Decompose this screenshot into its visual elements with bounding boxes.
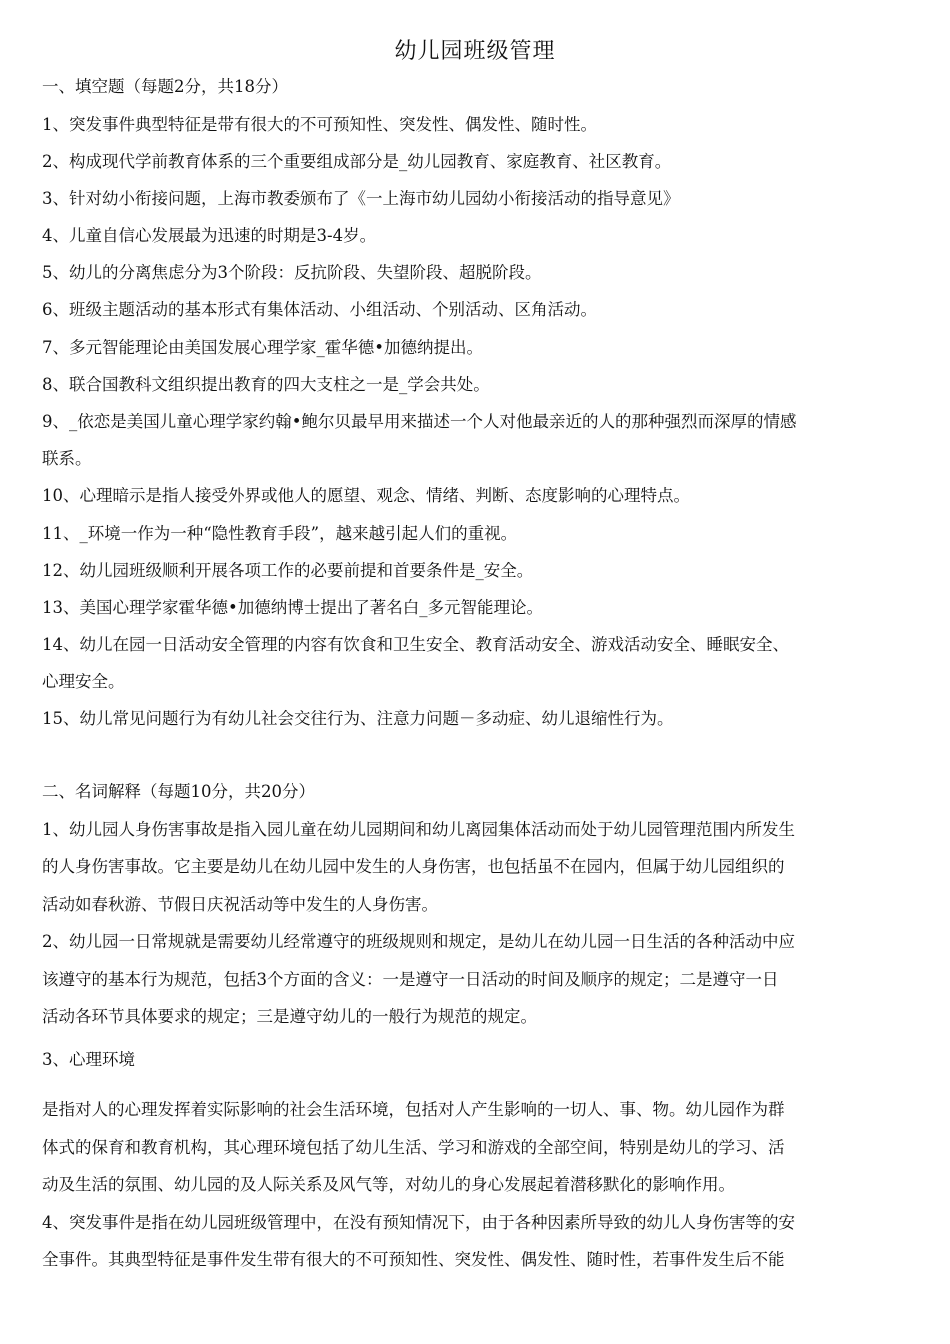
term-4-line-1: 4、突发事件是指在幼儿园班级管理中，在没有预知情况下，由于各种因素所导致的幼儿人身伤害等的安 bbox=[42, 1213, 795, 1232]
term-3-heading: 3、心理环境 bbox=[42, 1050, 135, 1069]
term-3-line-1: 是指对人的心理发挥着实际影响的社会生活环境，包括对人产生影响的一切人、事、物。幼儿园作为群 bbox=[42, 1100, 785, 1119]
term-3-line-2: 体式的保育和教育机构，其心理环境包括了幼儿生活、学习和游戏的全部空间，特别是幼儿的学习、活 bbox=[42, 1138, 785, 1157]
fill-blank-item-1: 1、突发事件典型特征是带有很大的不可预知性、突发性、偶发性、随时性。 bbox=[42, 115, 597, 134]
section-2-heading: 二、名词解释（每题10分，共20分） bbox=[42, 782, 315, 801]
fill-blank-item-4: 4、儿童自信心发展最为迅速的时期是3-4岁。 bbox=[42, 226, 377, 245]
term-2-line-2: 该遵守的基本行为规范，包括3个方面的含义：一是遵守一日活动的时间及顺序的规定；二是遵守一日 bbox=[42, 970, 779, 989]
section-1-heading: 一、填空题（每题2分，共18分） bbox=[42, 77, 288, 96]
document-title: 幼儿园班级管理 bbox=[394, 39, 556, 64]
term-1-line-1: 1、幼儿园人身伤害事故是指入园儿童在幼儿园期间和幼儿离园集体活动而处于幼儿园管理范围内所发生 bbox=[42, 820, 795, 839]
fill-blank-item-6: 6、班级主题活动的基本形式有集体活动、小组活动、个别活动、区角活动。 bbox=[42, 300, 597, 319]
fill-blank-item-12: 12、幼儿园班级顺利开展各项工作的必要前提和首要条件是_安全。 bbox=[42, 561, 534, 580]
term-2-line-1: 2、幼儿园一日常规就是需要幼儿经常遵守的班级规则和规定，是幼儿在幼儿园一日生活的各种活动中应 bbox=[42, 932, 795, 951]
term-2-line-3: 活动各环节具体要求的规定；三是遵守幼儿的一般行为规范的规定。 bbox=[42, 1007, 537, 1026]
fill-blank-item-5: 5、幼儿的分离焦虑分为3个阶段：反抗阶段、失望阶段、超脱阶段。 bbox=[42, 263, 542, 282]
fill-blank-item-7: 7、多元智能理论由美国发展心理学家_霍华德•加德纳提出。 bbox=[42, 338, 483, 357]
fill-blank-item-14-cont: 心理安全。 bbox=[42, 672, 125, 691]
fill-blank-item-11: 11、_环境一作为一种“隐性教育手段”，越来越引起人们的重视。 bbox=[42, 524, 518, 543]
fill-blank-item-14: 14、幼儿在园一日活动安全管理的内容有饮食和卫生安全、教育活动安全、游戏活动安全、睡眠安全、 bbox=[42, 635, 789, 654]
fill-blank-item-10: 10、心理暗示是指人接受外界或他人的愿望、观念、情绪、判断、态度影响的心理特点。 bbox=[42, 486, 690, 505]
fill-blank-item-8: 8、联合国教科文组织提出教育的四大支柱之一是_学会共处。 bbox=[42, 375, 490, 394]
fill-blank-item-9-cont: 联系。 bbox=[42, 449, 92, 468]
fill-blank-item-3: 3、针对幼小衔接问题，上海市教委颁布了《一上海市幼儿园幼小衔接活动的指导意见》 bbox=[42, 189, 680, 208]
term-3-line-3: 动及生活的氛围、幼儿园的及人际关系及风气等，对幼儿的身心发展起着潜移默化的影响作用。 bbox=[42, 1175, 735, 1194]
fill-blank-item-15: 15、幼儿常见问题行为有幼儿社会交往行为、注意力问题－多动症、幼儿退缩性行为。 bbox=[42, 709, 674, 728]
fill-blank-item-13: 13、美国心理学家霍华德•加德纳博士提出了著名白_多元智能理论。 bbox=[42, 598, 543, 617]
term-4-line-2: 全事件。其典型特征是事件发生带有很大的不可预知性、突发性、偶发性、随时性，若事件发生后不能 bbox=[42, 1250, 785, 1269]
fill-blank-item-9: 9、_依恋是美国儿童心理学家约翰•鲍尔贝最早用来描述一个人对他最亲近的人的那种强烈而深厚的情感 bbox=[42, 412, 797, 431]
fill-blank-item-2: 2、构成现代学前教育体系的三个重要组成部分是_幼儿园教育、家庭教育、社区教育。 bbox=[42, 152, 672, 171]
term-1-line-3: 活动如春秋游、节假日庆祝活动等中发生的人身伤害。 bbox=[42, 895, 438, 914]
term-1-line-2: 的人身伤害事故。它主要是幼儿在幼儿园中发生的人身伤害，也包括虽不在园内，但属于幼儿园组织的 bbox=[42, 857, 785, 876]
